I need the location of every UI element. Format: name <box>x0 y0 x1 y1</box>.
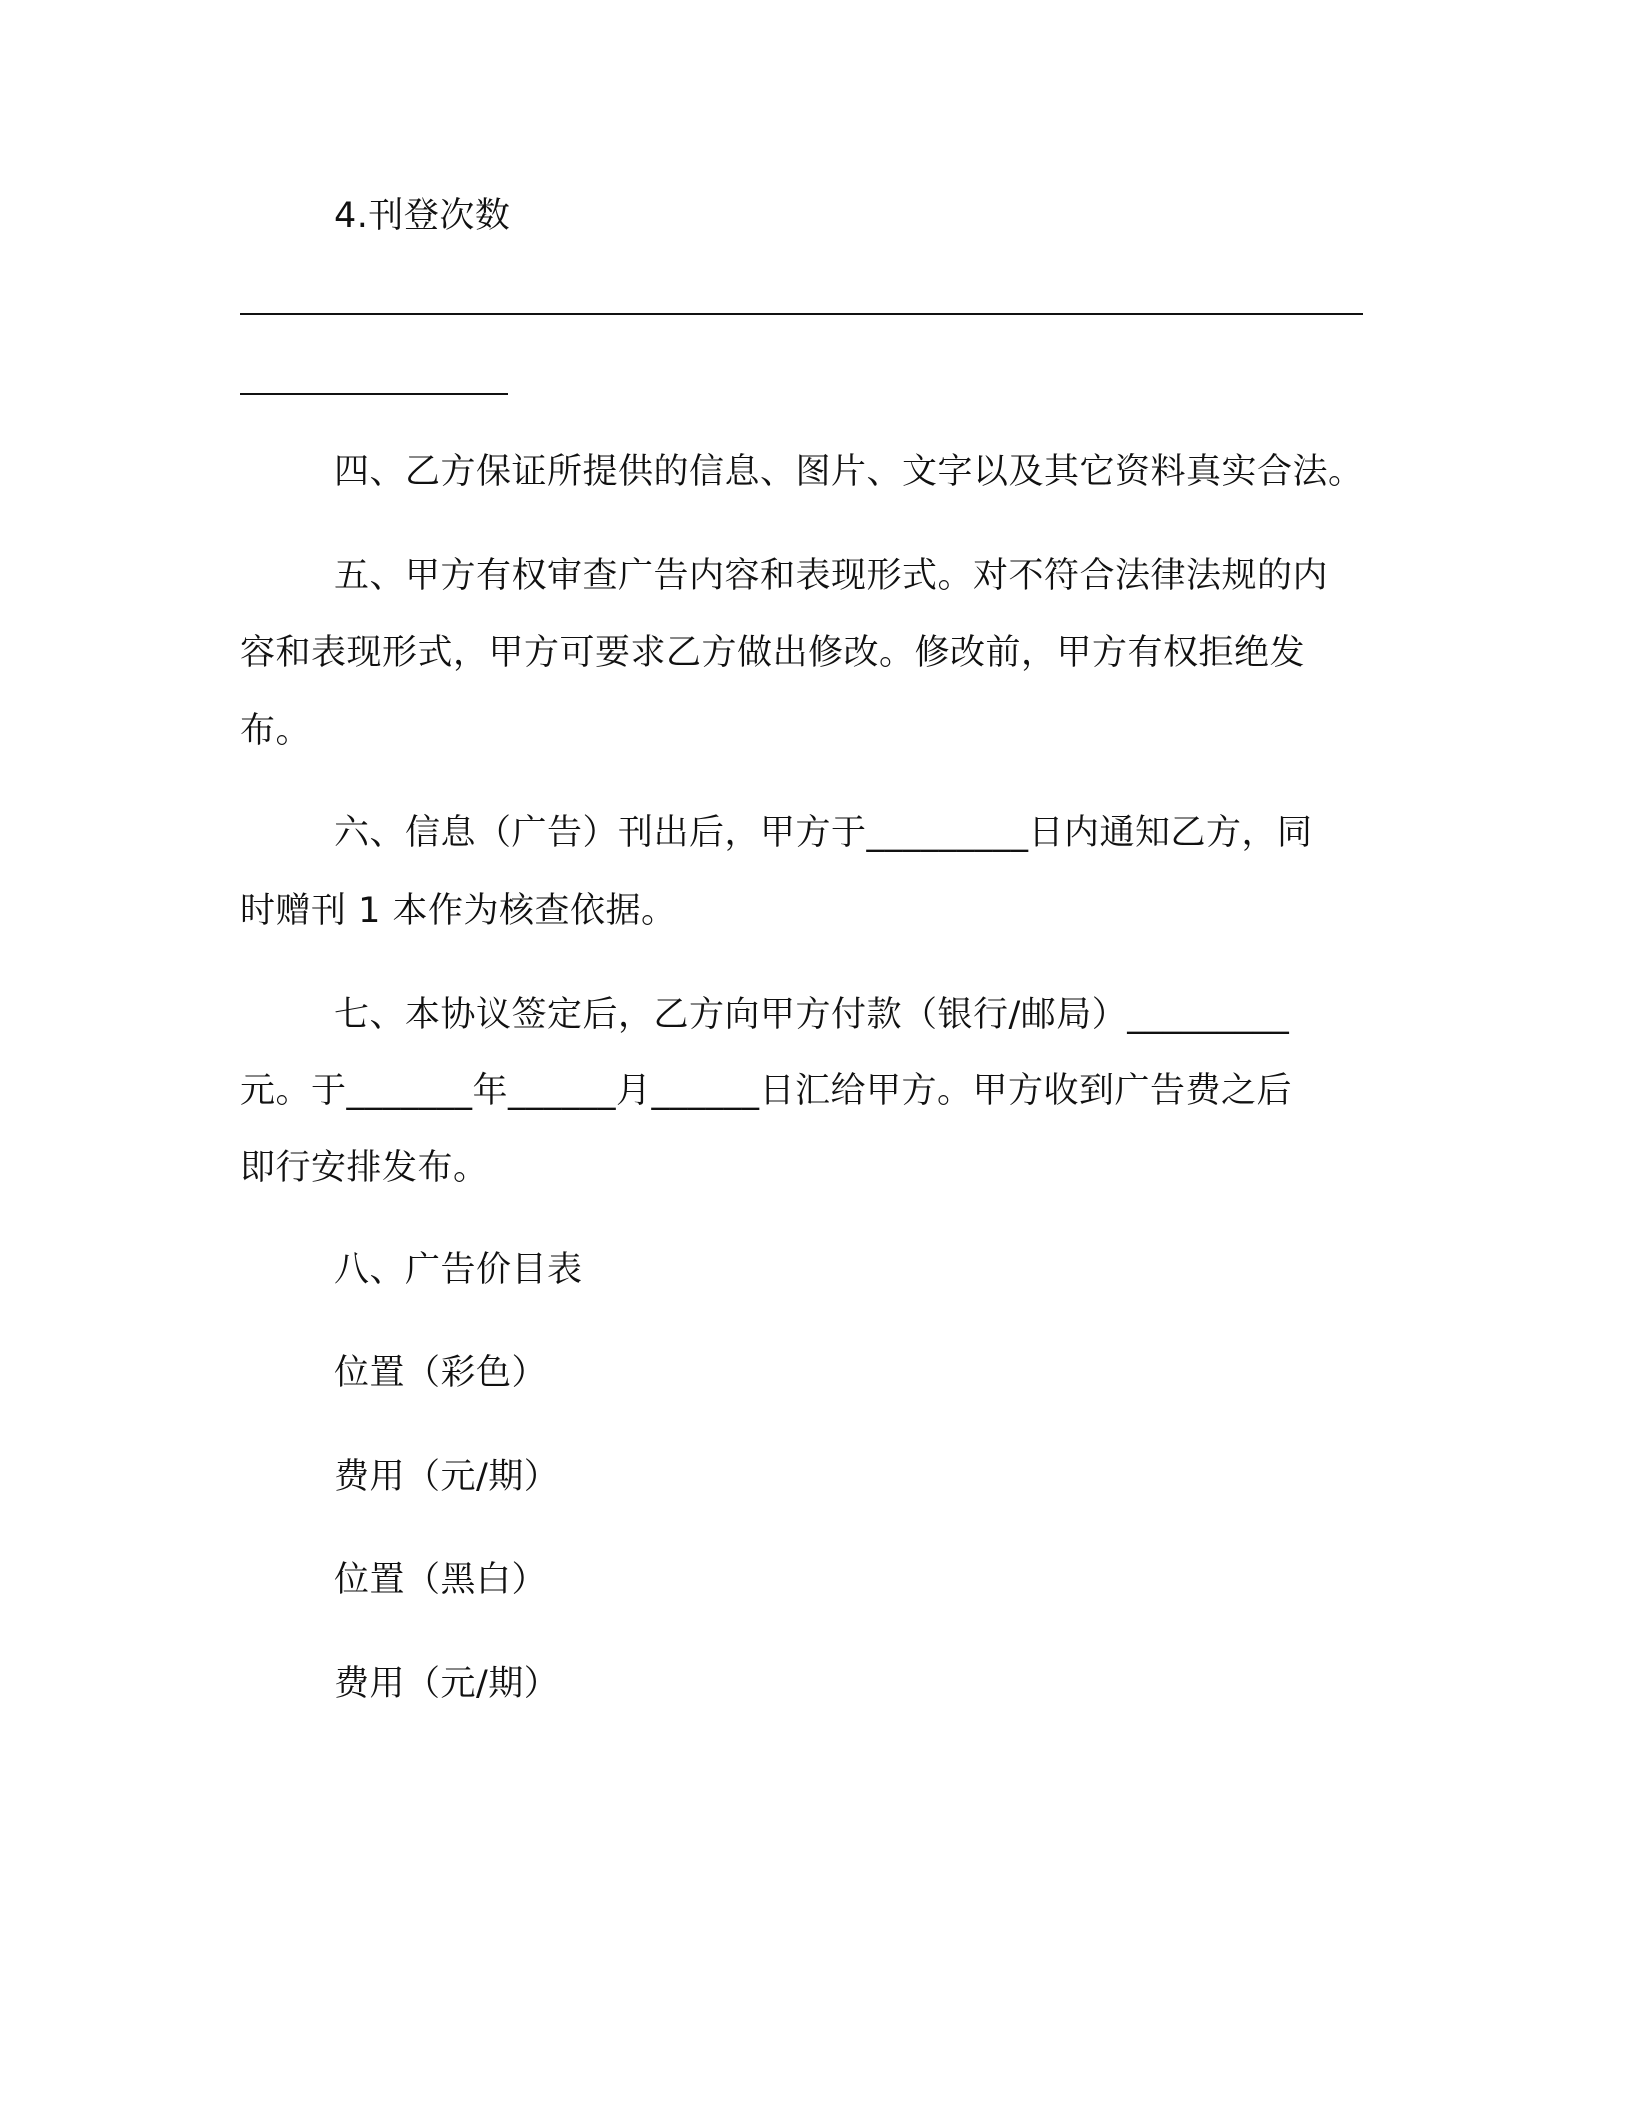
clause-6-line-2: 时赠刊 1 本作为核查依据。 <box>240 891 677 931</box>
price-table-cost-bw: 费用（元/期） <box>334 1664 560 1704</box>
clause-7-line-3: 即行安排发布。 <box>240 1148 489 1188</box>
clause-7-line-1: 七、本协议签定后，乙方向甲方付款（银行/邮局）_________ <box>334 995 1290 1035</box>
blank-fill-line-1 <box>240 313 1363 315</box>
clause-5-line-3: 布。 <box>240 711 312 751</box>
clause-6-line-1: 六、信息（广告）刊出后，甲方于_________日内通知乙方，同 <box>334 813 1313 853</box>
clause-5-line-2: 容和表现形式，甲方可要求乙方做出修改。修改前，甲方有权拒绝发 <box>240 633 1306 673</box>
clause-4: 四、乙方保证所提供的信息、图片、文字以及其它资料真实合法。 <box>334 452 1364 492</box>
price-table-position-bw: 位置（黑白） <box>334 1560 548 1600</box>
clause-7-line-2: 元。于_______年______月______日汇给甲方。甲方收到广告费之后 <box>240 1071 1293 1111</box>
item-4-heading: 4.刊登次数 <box>334 196 511 236</box>
clause-8-heading: 八、广告价目表 <box>334 1250 583 1290</box>
price-table-position-color: 位置（彩色） <box>334 1353 548 1393</box>
price-table-cost-color: 费用（元/期） <box>334 1457 560 1497</box>
blank-fill-line-2 <box>240 393 508 395</box>
clause-5-line-1: 五、甲方有权审查广告内容和表现形式。对不符合法律法规的内 <box>334 556 1329 596</box>
